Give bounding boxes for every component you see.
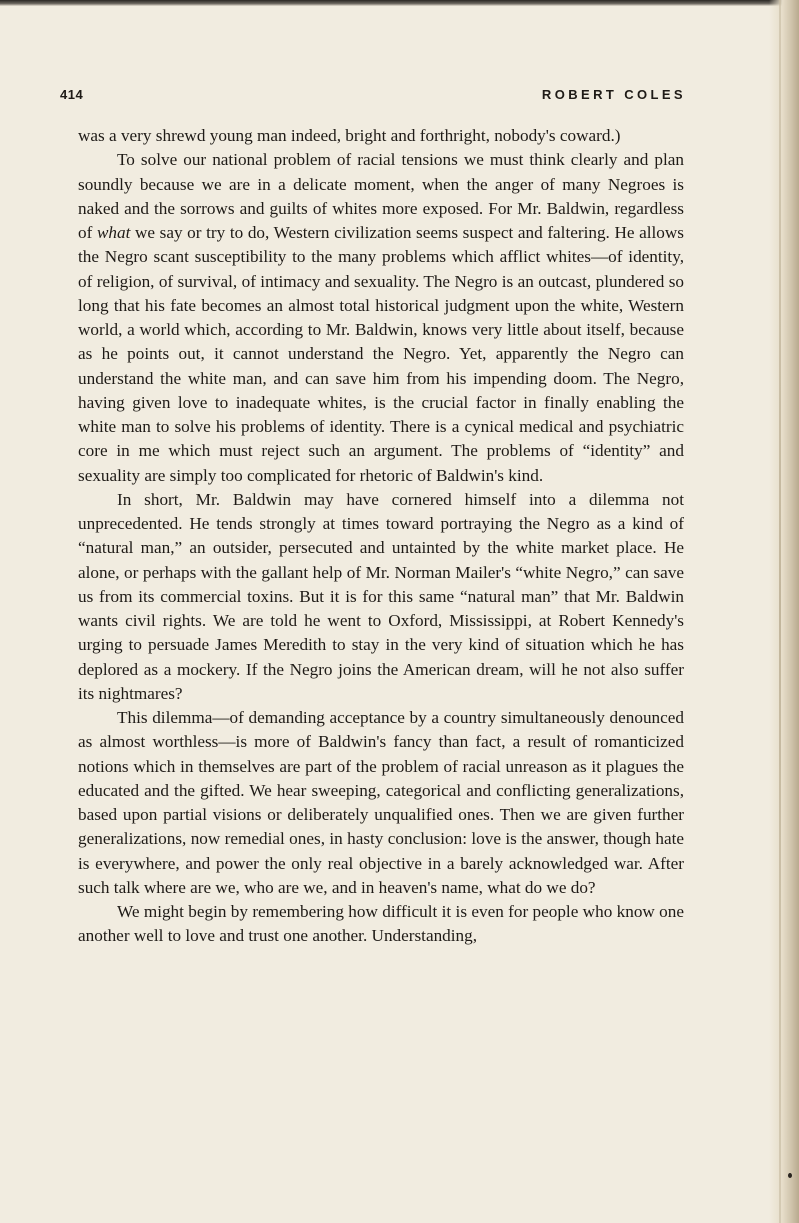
page-top-edge [0,0,799,6]
paragraph-1 [78,124,684,148]
page-number: 414 [60,87,84,102]
page-binding-shadow [769,0,799,1223]
body-text [78,124,684,949]
page-header [60,87,686,109]
running-head: ROBERT COLES [541,87,686,102]
paragraph-text: To solve our national problem of racial tensions we must think clearly and plan soundly because we are in a delicate moment, when the anger of many Negroes is naked and the sorrows and guilts of whites more exposed. For Mr. Baldwin, regardless of [78,150,684,242]
paragraph-text: we say or try to do, Western civilization seems suspect and faltering. He allows the Negro scant susceptibility to the many problems which afflict whites—of identity, of religion, of survival, of intimacy and sexuality. The Negro is an outcast, plundered so long that his fate becomes an almost total historical judgment upon the white, Western world, a world which, according to Mr. Baldwin, knows very little about itself, because as he points out, it cannot understand the Negro. Yet, apparently the Negro can understand the white man, and can save him from his impending doom. The Negro, having given love to inadequate whites, is the crucial factor in finally enabling the white man to solve his problems of identity. There is a cynical medical and psychiatric core in me which must reject such an argument. The problems of “identity” and sexuality are simply too complicated for rhetoric of Baldwin's kind. [78,223,684,485]
paragraph-3 [78,488,684,706]
paragraph-2 [78,148,684,488]
paragraph-text: This dilemma—of demanding acceptance by a country simultaneously denounced as almost worthless—is more of Baldwin's fancy than fact, a result of romanticized notions which in themselves are part of the problem of racial unreason as it plagues the educated and the gifted. We hear sweeping, categorical and conflicting generalizations, based upon partial visions or deliberately unqualified ones. Then we are given further generalizations, now remedial ones, in hasty conclusion: love is the answer, though hate is everywhere, and power the only real objective in a barely acknowledged war. After such talk where are we, who are we, and in heaven's name, what do we do? [78,708,684,897]
page-edge-line [779,0,781,1223]
paragraph-4 [78,706,684,900]
paragraph-text: In short, Mr. Baldwin may have cornered himself into a dilemma not unprecedented. He tends strongly at times toward portraying the Negro as a kind of “natural man,” an outsider, persecuted and untainted by the white market place. He alone, or perhaps with the gallant help of Mr. Norman Mailer's “white Negro,” can save us from its commercial toxins. But it is for this same “natural man” that Mr. Baldwin wants civil rights. We are told he went to Oxford, Mississippi, at Robert Kennedy's urging to persuade James Meredith to stay in the very kind of situation which he has deplored as a mockery. If the Negro joins the American dream, will he not also suffer its nightmares? [78,489,684,703]
italic-word: what [96,223,131,242]
paragraph-text: We might begin by remembering how difficult it is even for people who know one another well to love and trust one another. Understanding, [78,902,684,946]
paragraph-5 [78,900,684,949]
paragraph-text: was a very shrewd young man indeed, bright and forthright, nobody's coward.) [78,126,621,145]
speck [788,1173,792,1178]
